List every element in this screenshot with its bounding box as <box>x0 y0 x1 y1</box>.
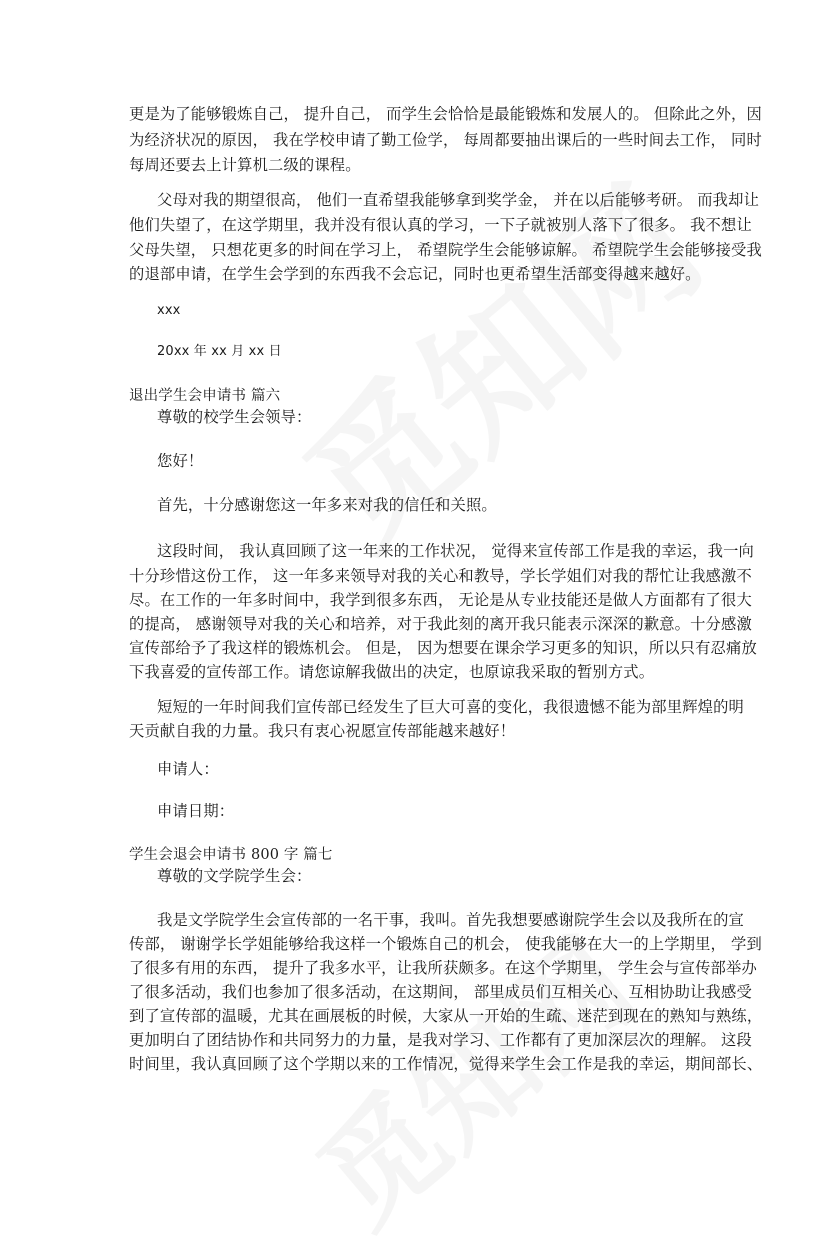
section-title-6: 退出学生会申请书 篇六 <box>129 388 281 404</box>
body-line: 为经济状况的原因， 我在学校申请了勤工俭学， 每周都要抽出课后的一些时间去工作， 同时 <box>129 131 762 149</box>
signature-name: xxx <box>157 303 181 318</box>
application-date-label: 申请日期： <box>157 802 235 820</box>
body-line: 短短的一年时间我们宣传部已经发生了巨大可喜的变化，我很遗憾不能为部里辉煌的明 <box>157 698 744 716</box>
body-line: 下我喜爱的宣传部工作。请您谅解我做出的决定，也原谅我采取的暂别方式。 <box>129 663 655 681</box>
body-line: 传部， 谢谢学长学姐能够给我这样一个锻炼自己的机会， 使我能够在大一的上学期里， 学到 <box>129 935 762 953</box>
body-line: 了很多有用的东西， 提升了我多水平，让我所获颇多。在这个学期里， 学生会与宣传部举办 <box>129 959 757 977</box>
body-line: 尽。在工作的一年多时间中，我学到很多东西， 无论是从专业技能还是做人方面都有了很大 <box>129 591 752 609</box>
body-line: 父母对我的期望很高， 他们一直希望我能够拿到奖学金， 并在以后能够考研。 而我却让 <box>157 191 760 209</box>
body-line: 每周还要去上计算机二级的课程。 <box>129 156 361 174</box>
signature-date: 20xx 年 xx 月 xx 日 <box>157 344 282 359</box>
salutation: 尊敬的文学院学生会： <box>157 867 312 885</box>
body-line: 的退部申请，在学生会学到的东西我不会忘记，同时也更希望生活部变得越来越好。 <box>129 265 701 283</box>
body-line: 更是为了能够锻炼自己， 提升自己， 而学生会恰恰是最能锻炼和发展人的。 但除此之外，因 <box>129 105 762 123</box>
body-line: 天贡献自我的力量。我只有衷心祝愿宣传部能越来越好！ <box>129 722 516 740</box>
body-line: 父母失望， 只想花更多的时间在学习上， 希望院学生会能够谅解。 希望院学生会能够接受我 <box>129 241 762 259</box>
body-line: 首先，十分感谢您这一年多来对我的信任和关照。 <box>157 496 497 514</box>
greeting: 您好！ <box>157 452 204 470</box>
section-title-7: 学生会退会申请书 800 字 篇七 <box>129 847 333 863</box>
body-line: 宣传部给予了我这样的锻炼机会。 但是， 因为想要在课余学习更多的知识，所以只有忍痛放 <box>129 639 757 657</box>
body-line: 他们失望了，在这学期里，我并没有很认真的学习，一下子就被别人落下了很多。 我不想让 <box>129 216 752 234</box>
body-line: 十分珍惜这份工作， 这一年多来领导对我的关心和教导，学长学姐们对我的帮忙让我感激不 <box>129 567 752 585</box>
body-line: 时间里，我认真回顾了这个学期以来的工作情况，觉得来学生会工作是我的幸运，期间部长、 <box>129 1055 763 1073</box>
applicant-label: 申请人： <box>157 760 219 778</box>
body-line: 这段时间， 我认真回顾了这一年来的工作状况， 觉得来宣传部工作是我的幸运，我一向 <box>157 542 755 560</box>
body-line: 更加明白了团结协作和共同努力的力量，是我对学习、工作都有了更加深层次的理解。 这段 <box>129 1031 752 1049</box>
body-line: 到了宣传部的温暖，尤其在画展板的时候，大家从一开始的生疏、迷茫到现在的熟知与熟练， <box>129 1007 763 1025</box>
salutation: 尊敬的校学生会领导： <box>157 408 312 426</box>
body-line: 的提高， 感谢领导对我的关心和培养，对于我此刻的离开我只能表示深深的歉意。十分感激 <box>129 615 752 633</box>
body-line: 我是文学院学生会宣传部的一名干事，我叫。首先我想要感谢院学生会以及我所在的宣 <box>157 911 744 929</box>
body-line: 了很多活动，我们也参加了很多活动，在这期间， 部里成员们互相关心、互相协助让我感受 <box>129 983 752 1001</box>
